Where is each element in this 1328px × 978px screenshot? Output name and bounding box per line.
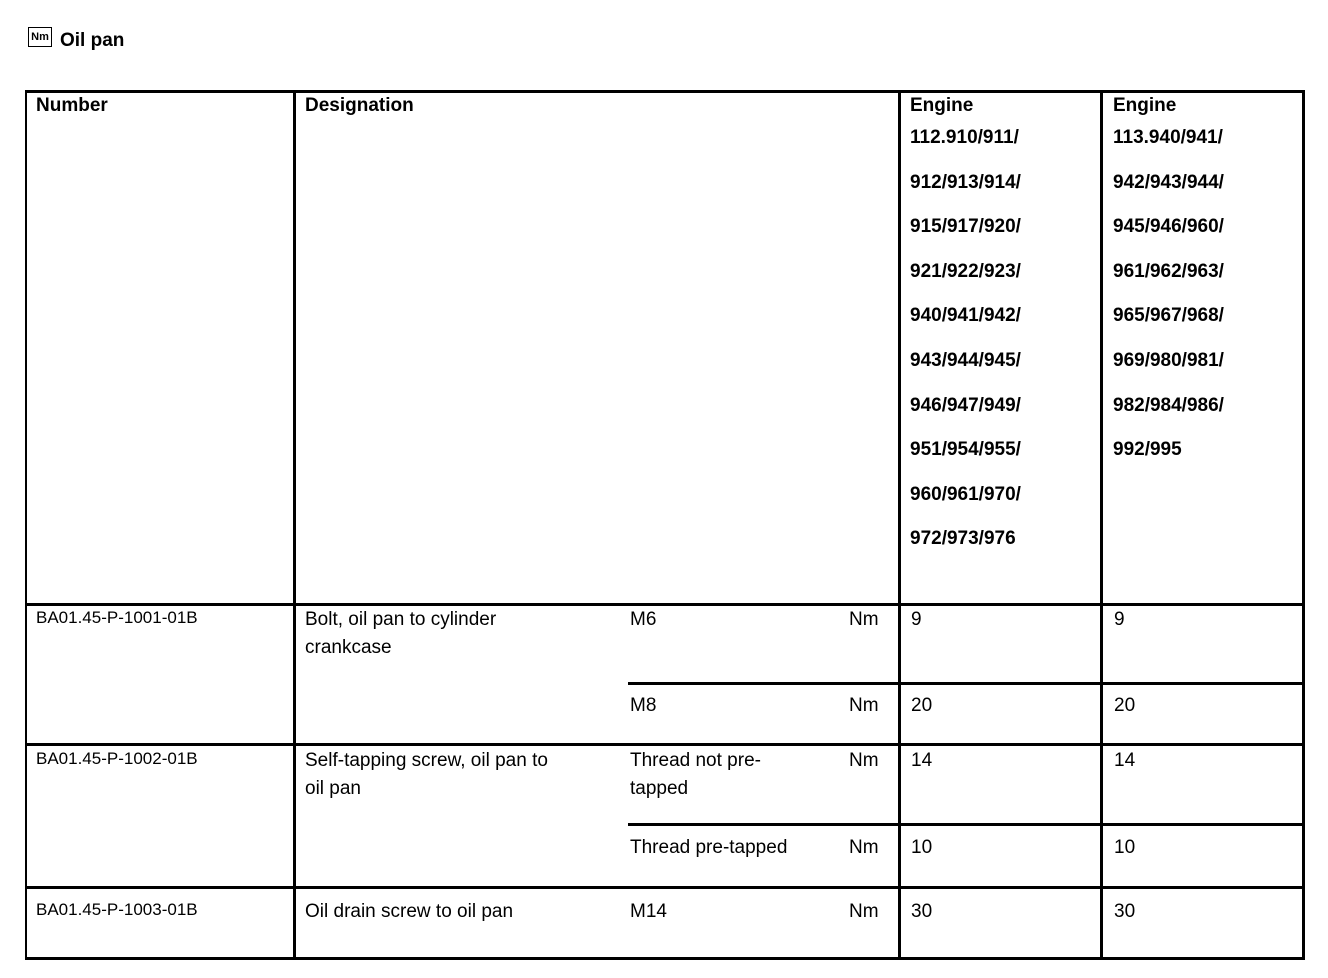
nm-torque-icon: Nm — [28, 27, 52, 47]
col-divider-engine1 — [898, 90, 901, 960]
unit: Nm — [849, 695, 879, 716]
value-engine-1: 14 — [911, 750, 933, 771]
unit: Nm — [849, 901, 879, 922]
row-divider-header — [25, 603, 1305, 606]
header-engine-2: Engine — [1113, 95, 1177, 116]
value-engine-2: 20 — [1114, 695, 1136, 716]
value-engine-1: 30 — [911, 901, 933, 922]
row-divider-2 — [25, 886, 1305, 889]
engine-code: 945/946/960/ — [1113, 216, 1224, 238]
engine-code: 915/917/920/ — [910, 216, 1021, 238]
row-number: BA01.45-P-1001-01B — [36, 608, 198, 627]
engine-code: 965/967/968/ — [1113, 305, 1224, 327]
table-border-right — [1302, 90, 1305, 960]
engine-code: 921/922/923/ — [910, 260, 1021, 282]
row-divider-1 — [25, 743, 1305, 746]
subrow-divider-1 — [628, 682, 1305, 685]
engine-code: 940/941/942/ — [910, 305, 1021, 327]
engine-code: 942/943/944/ — [1113, 171, 1224, 193]
header-number: Number — [36, 95, 108, 116]
subrow-divider-2 — [628, 823, 1305, 826]
row-designation — [305, 606, 496, 662]
engine-code: 982/984/986/ — [1113, 394, 1224, 416]
value-engine-2: 9 — [1114, 609, 1125, 630]
table-border-bottom — [25, 957, 1305, 960]
engine-code: 946/947/949/ — [910, 394, 1021, 416]
engine-code: 943/944/945/ — [910, 349, 1021, 371]
designation-line: oil pan — [305, 778, 361, 799]
col-divider-1 — [293, 90, 296, 960]
page-heading — [28, 30, 124, 52]
unit: Nm — [849, 609, 879, 630]
designation-line: crankcase — [305, 637, 392, 658]
engine-code: 969/980/981/ — [1113, 349, 1224, 371]
spec-line: Thread not pre- — [630, 750, 761, 771]
engine-2-codes — [1113, 116, 1224, 473]
value-engine-2: 10 — [1114, 837, 1136, 858]
engine-code: 992/995 — [1113, 439, 1182, 461]
row-designation: Oil drain screw to oil pan — [305, 901, 514, 922]
engine-code: 112.910/911/ — [910, 127, 1019, 148]
header-designation: Designation — [305, 95, 414, 116]
designation-line: Self-tapping screw, oil pan to — [305, 750, 548, 771]
value-engine-1: 10 — [911, 837, 933, 858]
engine-code: 912/913/914/ — [910, 171, 1021, 193]
engine-code: 961/962/963/ — [1113, 260, 1224, 282]
spec: M8 — [630, 695, 657, 716]
header-engine-1: Engine — [910, 95, 974, 116]
page-title: Oil pan — [60, 30, 125, 51]
spec-line: tapped — [630, 778, 689, 799]
value-engine-2: 30 — [1114, 901, 1136, 922]
table-border-left — [25, 90, 27, 960]
engine-code: 960/961/970/ — [910, 483, 1021, 505]
torque-table — [25, 90, 1305, 960]
spec: M14 — [630, 901, 667, 922]
value-engine-2: 14 — [1114, 750, 1136, 771]
unit: Nm — [849, 750, 879, 771]
spec: Thread pre-tapped — [630, 837, 788, 858]
unit: Nm — [849, 837, 879, 858]
row-designation — [305, 747, 548, 803]
spec — [630, 747, 761, 803]
engine-code: 113.940/941/ — [1113, 127, 1223, 148]
row-number: BA01.45-P-1003-01B — [36, 900, 198, 919]
spec: M6 — [630, 609, 657, 630]
value-engine-1: 9 — [911, 609, 922, 630]
designation-line: Bolt, oil pan to cylinder — [305, 609, 497, 630]
row-number: BA01.45-P-1002-01B — [36, 749, 198, 768]
engine-code: 951/954/955/ — [910, 439, 1021, 461]
value-engine-1: 20 — [911, 695, 933, 716]
engine-code: 972/973/976 — [910, 528, 1016, 550]
engine-1-codes — [910, 116, 1021, 562]
col-divider-engine2 — [1100, 90, 1103, 960]
